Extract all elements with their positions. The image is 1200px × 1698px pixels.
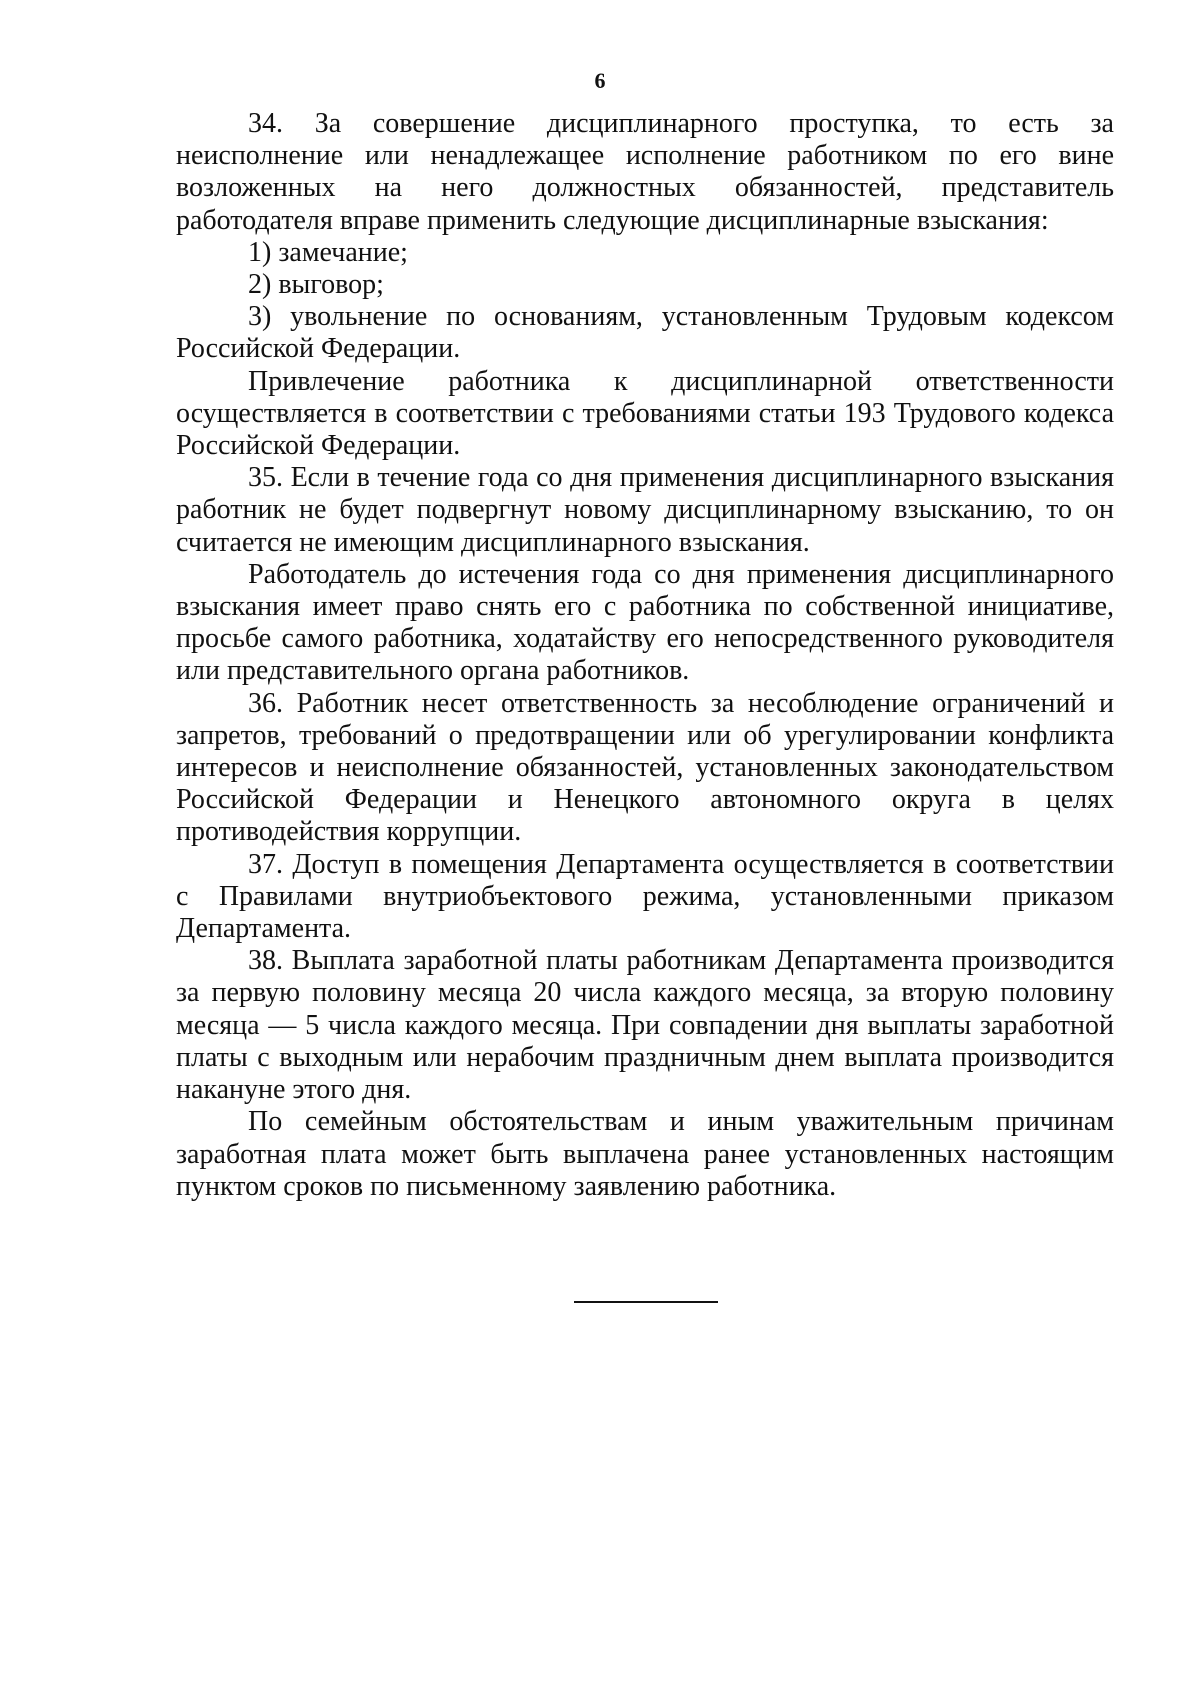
paragraph-34: 34. За совершение дисциплинарного проступка, то есть за неисполнение или ненадлежащее исполнение работником по его вине возложенных на него должностных обязанностей, представитель работодателя вправе применить следующие дисциплинарные взыскания:	[176, 108, 1114, 236]
end-of-text-rule	[574, 1301, 718, 1303]
paragraph-35: 35. Если в течение года со дня применения дисциплинарного взыскания работник не будет подвергнут новому дисциплинарному взысканию, то он считается не имеющим дисциплинарного взыскания.	[176, 462, 1114, 558]
paragraph-37: 37. Доступ в помещения Департамента осуществляется в соответствии с Правилами внутриобъектового режима, установленными приказом Департамента.	[176, 848, 1114, 945]
paragraph-36: 36. Работник несет ответственность за несоблюдение ограничений и запретов, требований о предотвращении или об урегулировании конфликта интересов и неисполнение обязанностей, установленных законодательством Российской Федерации и Ненецкого автономного округа в целях противодействия коррупции.	[176, 687, 1114, 848]
paragraph-early-removal: Работодатель до истечения года со дня применения дисциплинарного взыскания имеет право снять его с работника по собственной инициативе, просьбе самого работника, ходатайству его непосредственного руководителя или представительного органа работников.	[176, 558, 1114, 687]
paragraph-38: 38. Выплата заработной платы работникам Департамента производится за первую половину месяца 20 числа каждого месяца, за вторую половину месяца — 5 числа каждого месяца. При совпадении дня выплаты заработной платы с выходным или нерабочим праздничным днем выплата производится накануне этого дня.	[176, 945, 1114, 1106]
page-number: 6	[594, 68, 606, 93]
list-item-remark: 1) замечание;	[248, 236, 408, 268]
paragraph-disciplinary-procedure: Привлечение работника к дисциплинарной ответственности осуществляется в соответствии с требованиями статьи 193 Трудового кодекса Российской Федерации.	[176, 365, 1114, 462]
paragraph-early-payment: По семейным обстоятельствам и иным уважительным причинам заработная плата может быть выплачена ранее установленных настоящим пунктом сроков по письменному заявлению работника.	[176, 1106, 1114, 1202]
document-body	[176, 108, 1114, 1203]
list-item-reprimand: 2) выговор;	[248, 269, 384, 301]
list-item-dismissal: 3) увольнение по основаниям, установленным Трудовым кодексом Российской Федерации.	[176, 301, 1114, 365]
